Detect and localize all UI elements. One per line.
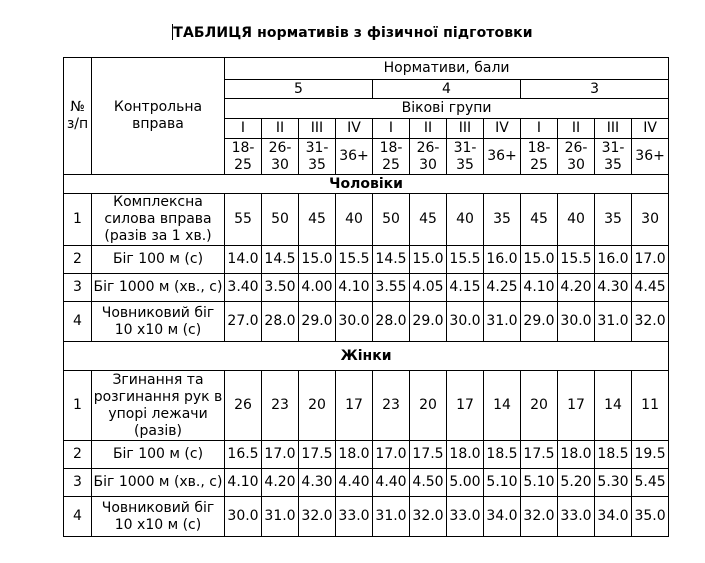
norm-value: 4.25 <box>484 274 521 302</box>
age-header-cell: 26-30 <box>410 139 447 175</box>
norm-value: 11 <box>632 371 669 441</box>
norm-value: 30.0 <box>336 302 373 342</box>
norm-value: 23 <box>262 371 299 441</box>
group-header-cell: II <box>262 119 299 139</box>
norm-value: 17.5 <box>521 441 558 469</box>
norm-value: 17.0 <box>262 441 299 469</box>
norm-value: 20 <box>410 371 447 441</box>
table-row <box>64 274 669 302</box>
norm-value: 17.5 <box>299 441 336 469</box>
norm-value: 28.0 <box>262 302 299 342</box>
table-row <box>64 302 669 342</box>
norm-value: 4.40 <box>373 469 410 497</box>
age-header-cell: 18-25 <box>521 139 558 175</box>
norm-value: 15.5 <box>447 246 484 274</box>
norm-value: 45 <box>299 194 336 246</box>
norm-value: 33.0 <box>336 497 373 537</box>
norm-value: 4.10 <box>336 274 373 302</box>
exercise-name: Комплексна силова вправа (разів за 1 хв.) <box>92 194 225 246</box>
row-number: 3 <box>64 469 92 497</box>
norm-value: 18.0 <box>558 441 595 469</box>
row-number: 4 <box>64 497 92 537</box>
norm-value: 16.5 <box>225 441 262 469</box>
norm-value: 5.10 <box>521 469 558 497</box>
norm-value: 31.0 <box>262 497 299 537</box>
norm-value: 32.0 <box>632 302 669 342</box>
norm-value: 30 <box>632 194 669 246</box>
table-row <box>64 246 669 274</box>
score-header-5: 5 <box>225 80 373 99</box>
group-header-cell: II <box>558 119 595 139</box>
norm-value: 4.30 <box>299 469 336 497</box>
age-header-cell: 31-35 <box>447 139 484 175</box>
norm-value: 34.0 <box>484 497 521 537</box>
norm-value: 4.10 <box>521 274 558 302</box>
norm-value: 33.0 <box>558 497 595 537</box>
norm-value: 26 <box>225 371 262 441</box>
norm-value: 29.0 <box>521 302 558 342</box>
exercise-name: Біг 1000 м (хв., с) <box>92 274 225 302</box>
table-row <box>64 497 669 537</box>
norm-value: 5.45 <box>632 469 669 497</box>
table-row <box>64 371 669 441</box>
norm-value: 31.0 <box>373 497 410 537</box>
norm-value: 20 <box>521 371 558 441</box>
norm-value: 35 <box>484 194 521 246</box>
exercise-name: Згинання та розгинання рук в упорі лежачи (разів) <box>92 371 225 441</box>
norm-value: 17.0 <box>373 441 410 469</box>
norm-value: 34.0 <box>595 497 632 537</box>
row-number: 2 <box>64 246 92 274</box>
norm-value: 17 <box>336 371 373 441</box>
norm-value: 32.0 <box>299 497 336 537</box>
norm-value: 33.0 <box>447 497 484 537</box>
norm-value: 14.0 <box>225 246 262 274</box>
table-row <box>64 441 669 469</box>
section-row <box>64 175 669 194</box>
age-header-cell: 26-30 <box>262 139 299 175</box>
norm-value: 17 <box>447 371 484 441</box>
norm-value: 35.0 <box>632 497 669 537</box>
norm-value: 4.15 <box>447 274 484 302</box>
group-header-cell: IV <box>336 119 373 139</box>
norm-value: 14.5 <box>262 246 299 274</box>
group-header-cell: III <box>299 119 336 139</box>
norm-value: 18.5 <box>595 441 632 469</box>
age-header-cell: 26-30 <box>558 139 595 175</box>
row-number: 1 <box>64 371 92 441</box>
exercise-name: Човниковий біг 10 х10 м (с) <box>92 302 225 342</box>
norm-value: 17.5 <box>410 441 447 469</box>
num-header: № з/п <box>64 58 92 175</box>
norm-value: 15.0 <box>410 246 447 274</box>
norm-value: 4.45 <box>632 274 669 302</box>
age-header-cell: 36+ <box>632 139 669 175</box>
group-header-cell: II <box>410 119 447 139</box>
norm-value: 55 <box>225 194 262 246</box>
norm-value: 15.5 <box>336 246 373 274</box>
norm-value: 3.50 <box>262 274 299 302</box>
age-header-cell: 18-25 <box>373 139 410 175</box>
norm-value: 50 <box>373 194 410 246</box>
document-title <box>0 24 705 41</box>
norm-value: 18.0 <box>336 441 373 469</box>
norm-value: 45 <box>410 194 447 246</box>
exercise-header: Контрольна вправа <box>92 58 225 175</box>
norm-value: 19.5 <box>632 441 669 469</box>
norm-value: 4.40 <box>336 469 373 497</box>
score-header-3: 3 <box>521 80 669 99</box>
norm-value: 18.5 <box>484 441 521 469</box>
section-title: Чоловіки <box>64 175 669 194</box>
norm-value: 29.0 <box>410 302 447 342</box>
header-row-norms <box>64 58 669 80</box>
norm-value: 4.00 <box>299 274 336 302</box>
section-title: Жінки <box>64 342 669 371</box>
norm-value: 4.20 <box>262 469 299 497</box>
table-row <box>64 194 669 246</box>
norm-value: 30.0 <box>558 302 595 342</box>
norm-value: 15.5 <box>558 246 595 274</box>
norm-value: 30.0 <box>447 302 484 342</box>
norm-value: 4.10 <box>225 469 262 497</box>
norm-value: 30.0 <box>225 497 262 537</box>
norm-value: 17.0 <box>632 246 669 274</box>
norm-value: 14 <box>595 371 632 441</box>
row-number: 2 <box>64 441 92 469</box>
age-groups-header: Вікові групи <box>225 99 669 119</box>
norm-value: 18.0 <box>447 441 484 469</box>
norm-value: 4.50 <box>410 469 447 497</box>
age-header-cell: 18-25 <box>225 139 262 175</box>
norm-value: 45 <box>521 194 558 246</box>
norm-value: 5.30 <box>595 469 632 497</box>
exercise-name: Човниковий біг 10 х10 м (с) <box>92 497 225 537</box>
norm-value: 35 <box>595 194 632 246</box>
age-header-cell: 31-35 <box>299 139 336 175</box>
section-row <box>64 342 669 371</box>
norm-value: 4.05 <box>410 274 447 302</box>
norm-value: 50 <box>262 194 299 246</box>
norm-value: 28.0 <box>373 302 410 342</box>
document-title-text: ТАБЛИЦЯ нормативів з фізичної підготовки <box>173 25 533 41</box>
norm-value: 23 <box>373 371 410 441</box>
norm-value: 5.00 <box>447 469 484 497</box>
table-row <box>64 469 669 497</box>
norm-value: 40 <box>447 194 484 246</box>
exercise-name: Біг 1000 м (хв., с) <box>92 469 225 497</box>
norm-value: 27.0 <box>225 302 262 342</box>
age-header-cell: 31-35 <box>595 139 632 175</box>
norm-value: 15.0 <box>521 246 558 274</box>
row-number: 4 <box>64 302 92 342</box>
norm-value: 17 <box>558 371 595 441</box>
group-header-cell: I <box>225 119 262 139</box>
norm-value: 3.40 <box>225 274 262 302</box>
group-header-cell: III <box>447 119 484 139</box>
norm-value: 20 <box>299 371 336 441</box>
norm-value: 16.0 <box>484 246 521 274</box>
norm-value: 3.55 <box>373 274 410 302</box>
norms-table <box>63 57 669 537</box>
norm-value: 4.20 <box>558 274 595 302</box>
norm-value: 4.30 <box>595 274 632 302</box>
group-header-cell: I <box>521 119 558 139</box>
norm-value: 40 <box>558 194 595 246</box>
group-header-cell: IV <box>632 119 669 139</box>
group-header-cell: IV <box>484 119 521 139</box>
norm-value: 29.0 <box>299 302 336 342</box>
norm-value: 40 <box>336 194 373 246</box>
norm-value: 32.0 <box>521 497 558 537</box>
exercise-name: Біг 100 м (с) <box>92 441 225 469</box>
norm-value: 31.0 <box>484 302 521 342</box>
age-header-cell: 36+ <box>336 139 373 175</box>
group-header-cell: I <box>373 119 410 139</box>
norm-value: 5.10 <box>484 469 521 497</box>
norm-value: 31.0 <box>595 302 632 342</box>
norm-value: 14.5 <box>373 246 410 274</box>
row-number: 1 <box>64 194 92 246</box>
exercise-name: Біг 100 м (с) <box>92 246 225 274</box>
norms-header: Нормативи, бали <box>225 58 669 80</box>
norm-value: 5.20 <box>558 469 595 497</box>
norm-value: 16.0 <box>595 246 632 274</box>
group-header-cell: III <box>595 119 632 139</box>
row-number: 3 <box>64 274 92 302</box>
score-header-4: 4 <box>373 80 521 99</box>
norm-value: 14 <box>484 371 521 441</box>
age-header-cell: 36+ <box>484 139 521 175</box>
norm-value: 32.0 <box>410 497 447 537</box>
norm-value: 15.0 <box>299 246 336 274</box>
